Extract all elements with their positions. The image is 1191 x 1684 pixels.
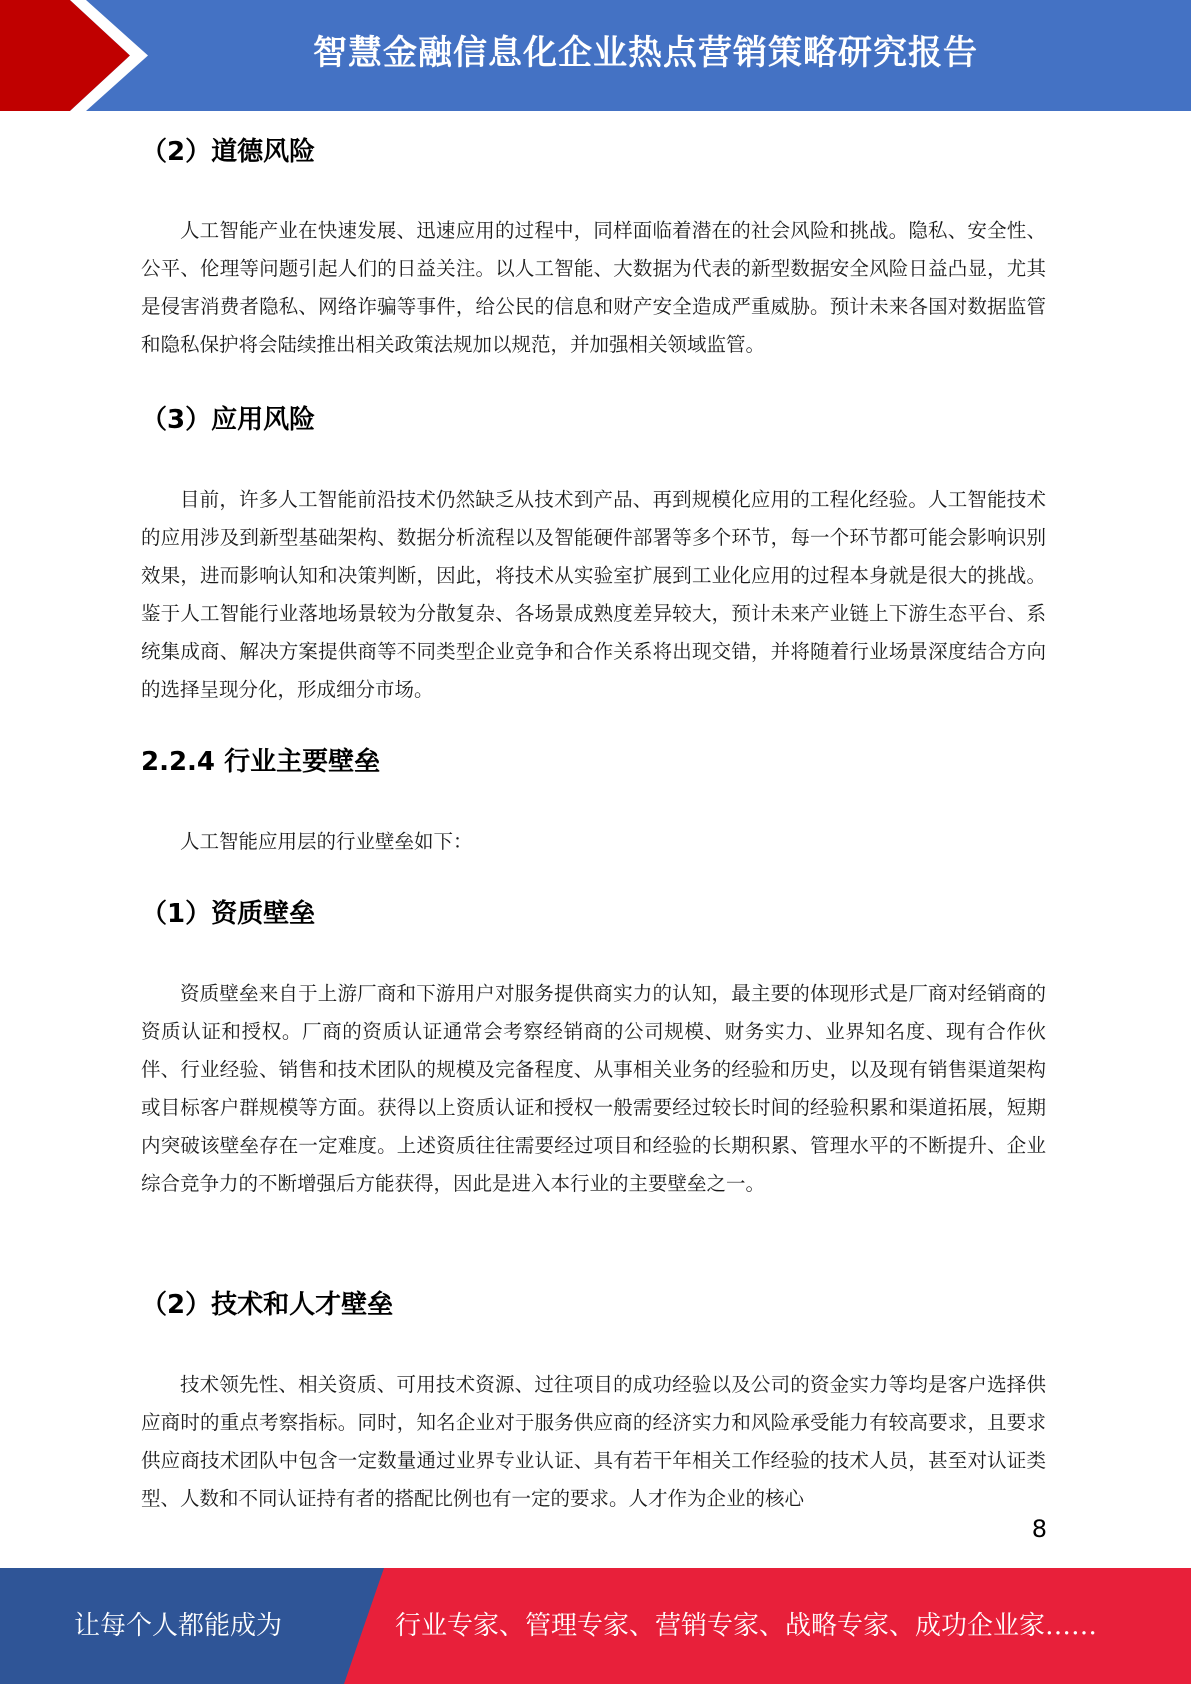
header-arrow-decoration	[0, 0, 160, 111]
section-heading-tech-talent-barrier: （2）技术和人才壁垒	[141, 1290, 394, 1320]
footer-slogan-left: 让每个人都能成为	[73, 1611, 282, 1641]
paragraph-ethics-risk: 人工智能产业在快速发展、迅速应用的过程中，同样面临着潜在的社会风险和挑战。隐私、安全性、公平、伦理等问题引起人们的日益关注。以人工智能、大数据为代表的新型数据安全风险日益凸显，尤其是侵害消费者隐私、网络诈骗等事件，给公民的信息和财产安全造成严重威胁。预计未来各国对数据监管和隐私保护将会陆续推出相关政策法规加以规范，并加强相关领域监管。	[141, 219, 1046, 356]
paragraph-barriers-intro: 人工智能应用层的行业壁垒如下：	[180, 830, 473, 853]
section-heading-industry-barriers: 2.2.4 行业主要壁垒	[141, 747, 381, 777]
paragraph-tech-talent-barrier: 技术领先性、相关资质、可用技术资源、过往项目的成功经验以及公司的资金实力等均是客户选择供应商时的重点考察指标。同时，知名企业对于服务供应商的经济实力和风险承受能力有较高要求，且要求供应商技术团队中包含一定数量通过业界专业认证、具有若干年相关工作经验的技术人员，甚至对认证类型、人数和不同认证持有者的搭配比例也有一定的要求。人才作为企业的核心	[141, 1373, 1046, 1510]
header-banner	[0, 0, 1191, 111]
footer-banner	[0, 1568, 1191, 1684]
paragraph-qualification-barrier: 资质壁垒来自于上游厂商和下游用户对服务提供商实力的认知，最主要的体现形式是厂商对经销商的资质认证和授权。厂商的资质认证通常会考察经销商的公司规模、财务实力、业界知名度、现有合作伙伴、行业经验、销售和技术团队的规模及完备程度、从事相关业务的经验和历史，以及现有销售渠道架构或目标客户群规模等方面。获得以上资质认证和授权一般需要经过较长时间的经验积累和渠道拓展，短期内突破该壁垒存在一定难度。上述资质往往需要经过项目和经验的长期积累、管理水平的不断提升、企业综合竞争力的不断增强后方能获得，因此是进入本行业的主要壁垒之一。	[141, 982, 1046, 1195]
section-heading-application-risk: （3）应用风险	[141, 405, 316, 435]
section-heading-ethics-risk: （2）道德风险	[141, 137, 316, 167]
paragraph-application-risk: 目前，许多人工智能前沿技术仍然缺乏从技术到产品、再到规模化应用的工程化经验。人工智能技术的应用涉及到新型基础架构、数据分析流程以及智能硬件部署等多个环节，每一个环节都可能会影响识别效果，进而影响认知和决策判断，因此，将技术从实验室扩展到工业化应用的过程本身就是很大的挑战。鉴于人工智能行业落地场景较为分散复杂、各场景成熟度差异较大，预计未来产业链上下游生态平台、系统集成商、解决方案提供商等不同类型企业竞争和合作关系将出现交错，并将随着行业场景深度结合方向的选择呈现分化，形成细分市场。	[141, 488, 1046, 701]
footer-slogan-right: 行业专家、管理专家、营销专家、战略专家、成功企业家……	[395, 1611, 1098, 1641]
page-number: 8	[1031, 1515, 1047, 1543]
section-heading-qualification-barrier: （1）资质壁垒	[141, 899, 316, 929]
document-title: 智慧金融信息化企业热点营销策略研究报告	[313, 33, 978, 73]
